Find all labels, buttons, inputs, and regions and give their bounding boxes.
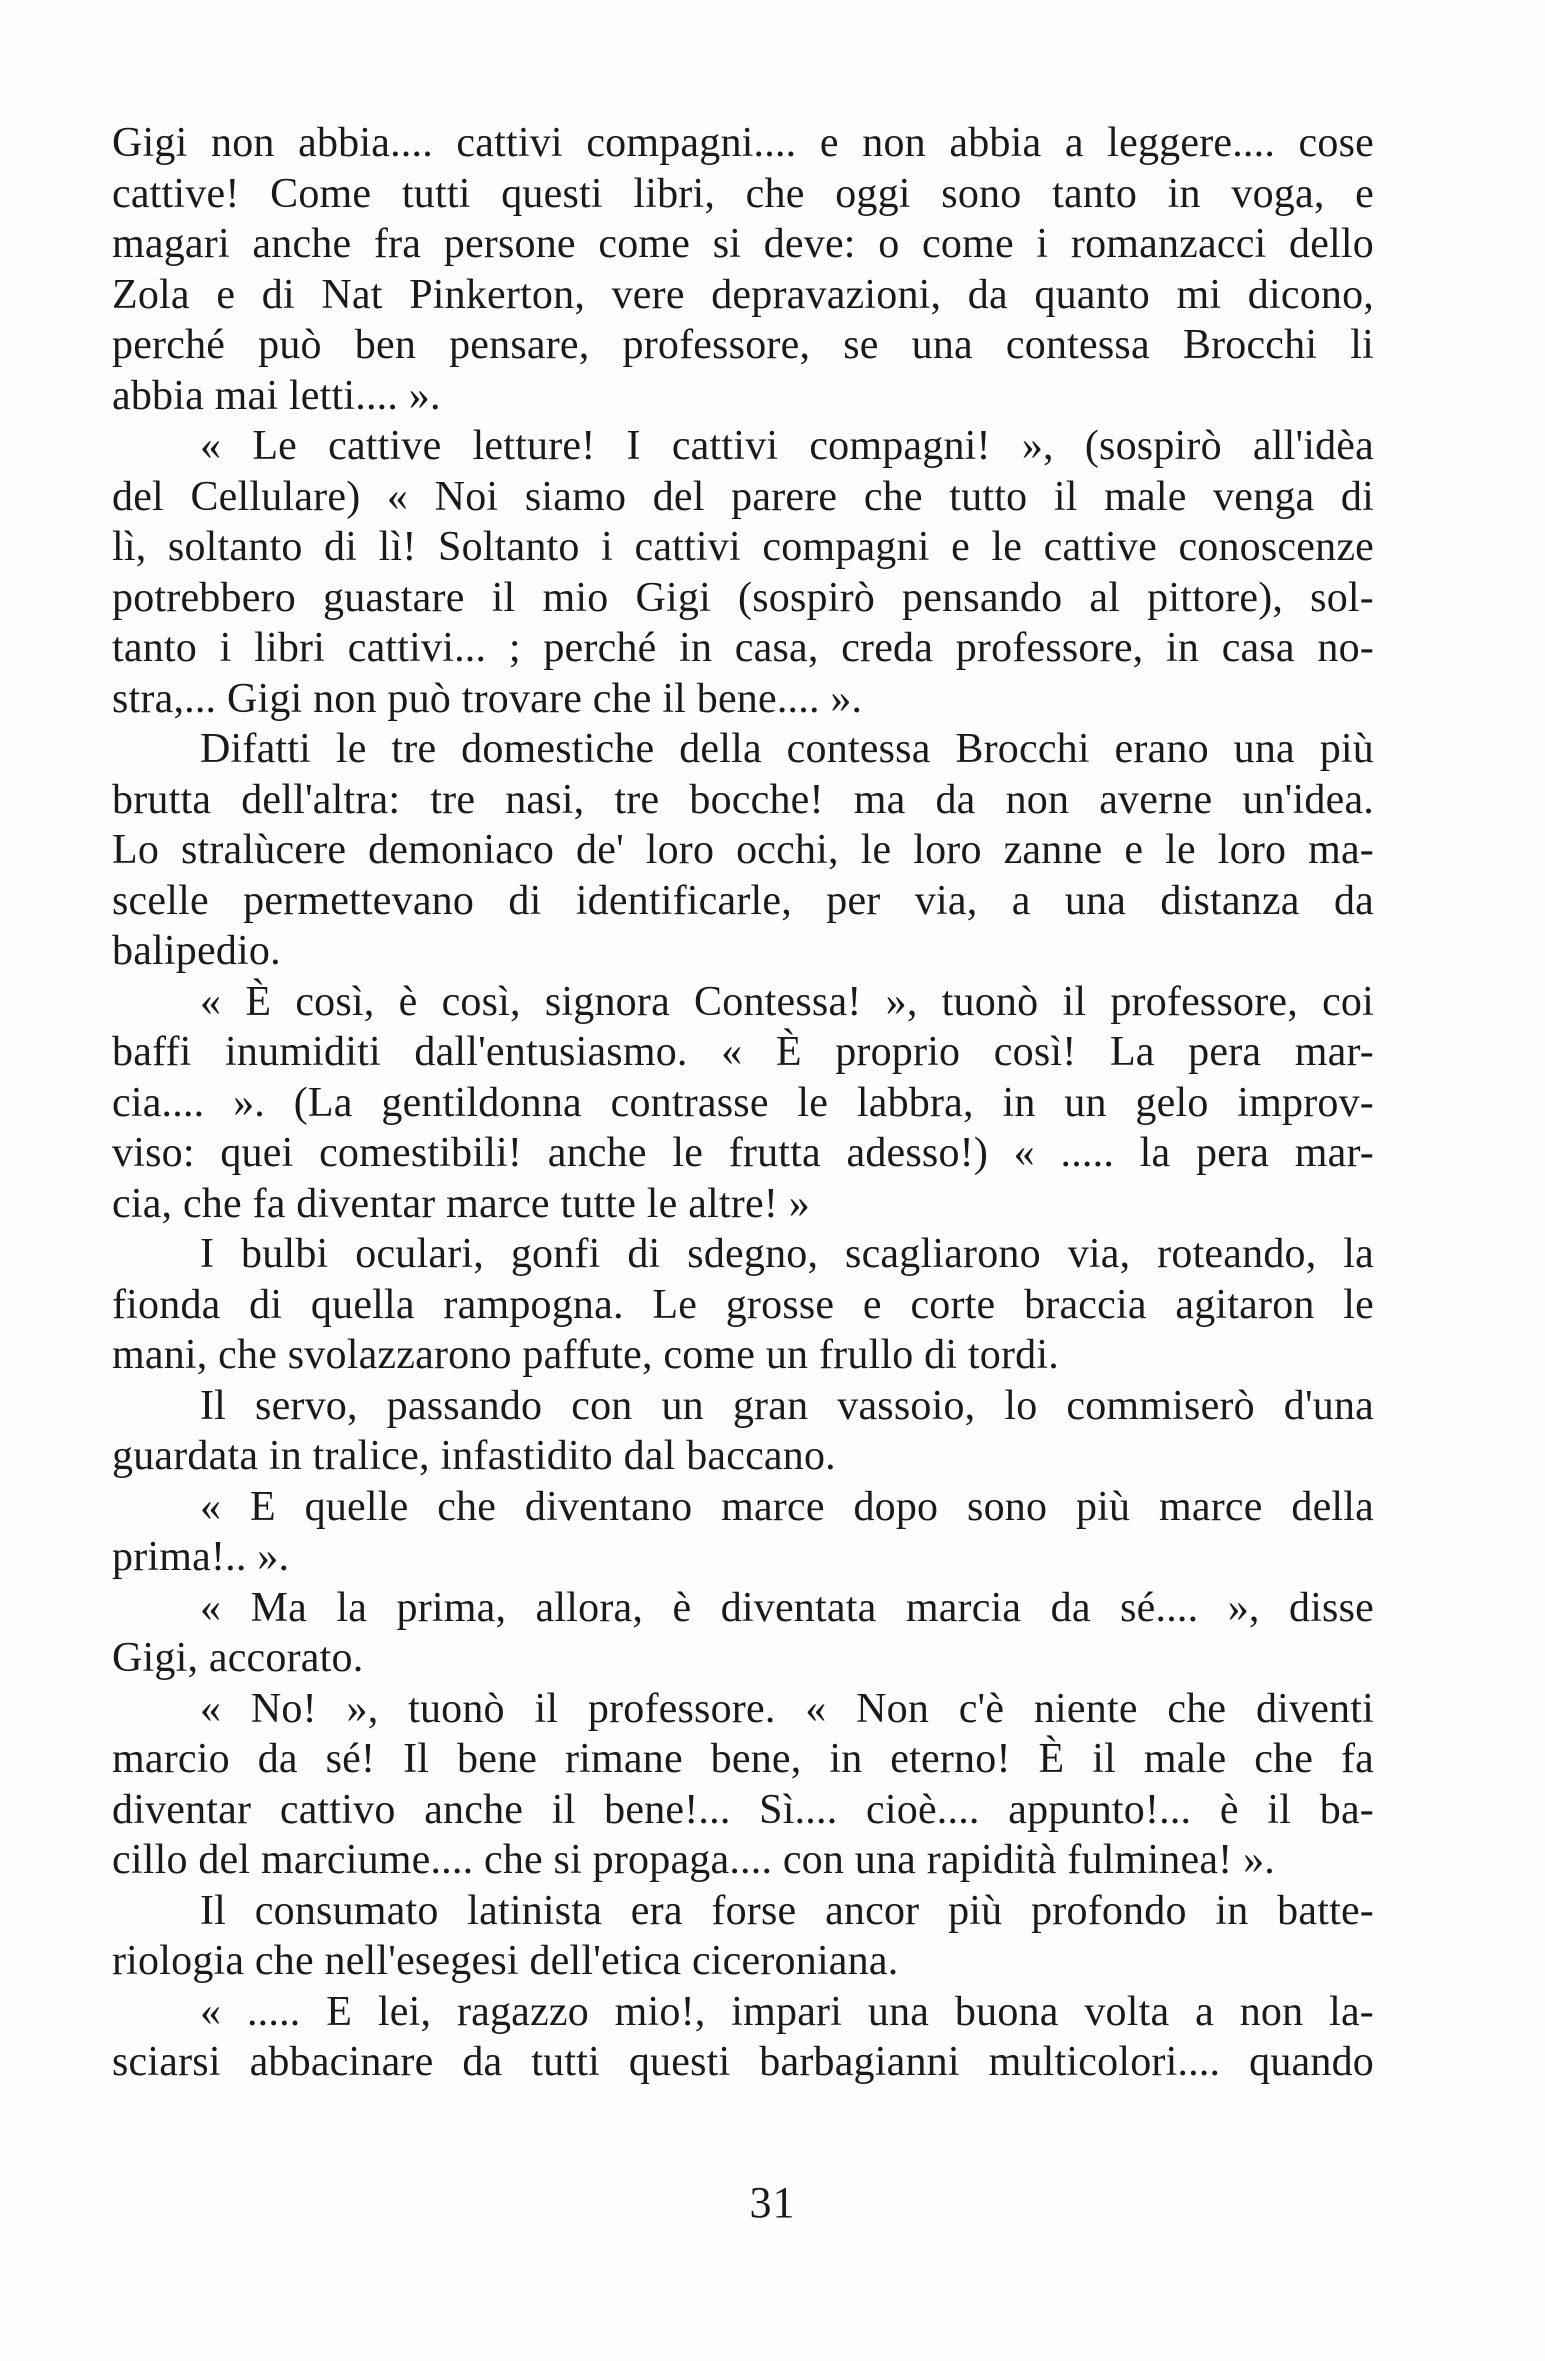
text-line: balipedio. — [112, 928, 281, 974]
text-line: diventar cattivo anche il bene!... Sì.... cioè.... appunto!... è il ba- — [112, 1786, 1374, 1833]
text-line: potrebbero guastare il mio Gigi (sospirò pensando al pittore), sol- — [112, 574, 1374, 621]
text-line: stra,... Gigi non può trovare che il bene.... ». — [112, 675, 863, 722]
text-line: « Le cattive letture! I cattivi compagni! », (sospirò all'idèa — [200, 423, 1374, 469]
text-line: Gigi, accorato. — [112, 1635, 364, 1681]
text-line: perché può ben pensare, professore, se una contessa Brocchi li — [112, 322, 1374, 368]
text-line: fionda di quella rampogna. Le grosse e corte braccia agitaron le — [112, 1281, 1374, 1328]
text-line: viso: quei comestibili! anche le frutta adesso!) « ..... la pera mar- — [112, 1130, 1374, 1176]
text-line: mani, che svolazzarono paffute, come un frullo di tordi. — [112, 1332, 1059, 1378]
text-line: tanto i libri cattivi... ; perché in casa, creda professore, in casa no- — [112, 625, 1374, 671]
text-line: abbia mai letti.... ». — [112, 372, 441, 419]
text-line: I bulbi oculari, gonfi di sdegno, scagliarono via, roteando, la — [200, 1231, 1374, 1277]
text-line: scelle permettevano di identificarle, per via, a una distanza da — [112, 877, 1374, 924]
text-line: Lo stralùcere demoniaco de' loro occhi, le loro zanne e le loro ma- — [112, 827, 1374, 873]
text-line: cia.... ». (La gentildonna contrasse le labbra, in un gelo improv- — [112, 1079, 1374, 1126]
text-line: baffi inumiditi dall'entusiasmo. « È proprio così! La pera mar- — [112, 1029, 1374, 1075]
text-line: cillo del marciume.... che si propaga.... con una rapidità fulminea! ». — [112, 1837, 1275, 1883]
text-line: cattive! Come tutti questi libri, che oggi sono tanto in voga, e — [112, 170, 1374, 217]
text-line: sciarsi abbacinare da tutti questi barbagianni multicolori.... quando — [112, 2039, 1374, 2085]
text-line: brutta dell'altra: tre nasi, tre bocche! ma da non averne un'idea. — [112, 776, 1374, 823]
text-line: prima!.. ». — [112, 1534, 290, 1580]
text-line: « E quelle che diventano marce dopo sono più marce della — [200, 1483, 1374, 1530]
text-line: Difatti le tre domestiche della contessa Brocchi erano una più — [200, 726, 1374, 772]
text-line: riologia che nell'esegesi dell'etica ciceroniana. — [112, 1938, 899, 1984]
text-line: Gigi non abbia.... cattivi compagni.... e non abbia a leggere.... cose — [112, 120, 1374, 166]
text-line: magari anche fra persone come si deve: o come i romanzacci dello — [112, 221, 1374, 267]
text-line: Il consumato latinista era forse ancor più profondo in batte- — [200, 1887, 1374, 1934]
text-line: guardata in tralice, infastidito dal baccano. — [112, 1433, 836, 1479]
text-line: « No! », tuonò il professore. « Non c'è niente che diventi — [200, 1685, 1374, 1732]
text-line: marcio da sé! Il bene rimane bene, in eterno! È il male che fa — [112, 1736, 1374, 1782]
body-text — [112, 118, 1374, 2088]
text-line: lì, soltanto di lì! Soltanto i cattivi compagni e le cattive conoscenze — [112, 524, 1374, 570]
text-line: del Cellulare) « Noi siamo del parere che tutto il male venga di — [112, 473, 1374, 520]
text-line: « Ma la prima, allora, è diventata marcia da sé.... », disse — [200, 1584, 1374, 1631]
text-line: Il servo, passando con un gran vassoio, lo commiserò d'una — [200, 1382, 1374, 1429]
text-line: « È così, è così, signora Contessa! », tuonò il professore, coi — [200, 978, 1374, 1025]
text-line: Zola e di Nat Pinkerton, vere depravazioni, da quanto mi dicono, — [112, 271, 1374, 318]
text-line: cia, che fa diventar marce tutte le altre! » — [112, 1180, 810, 1227]
text-line: « ..... E lei, ragazzo mio!, impari una buona volta a non la- — [200, 1988, 1374, 2035]
page-number: 31 — [749, 2178, 796, 2227]
